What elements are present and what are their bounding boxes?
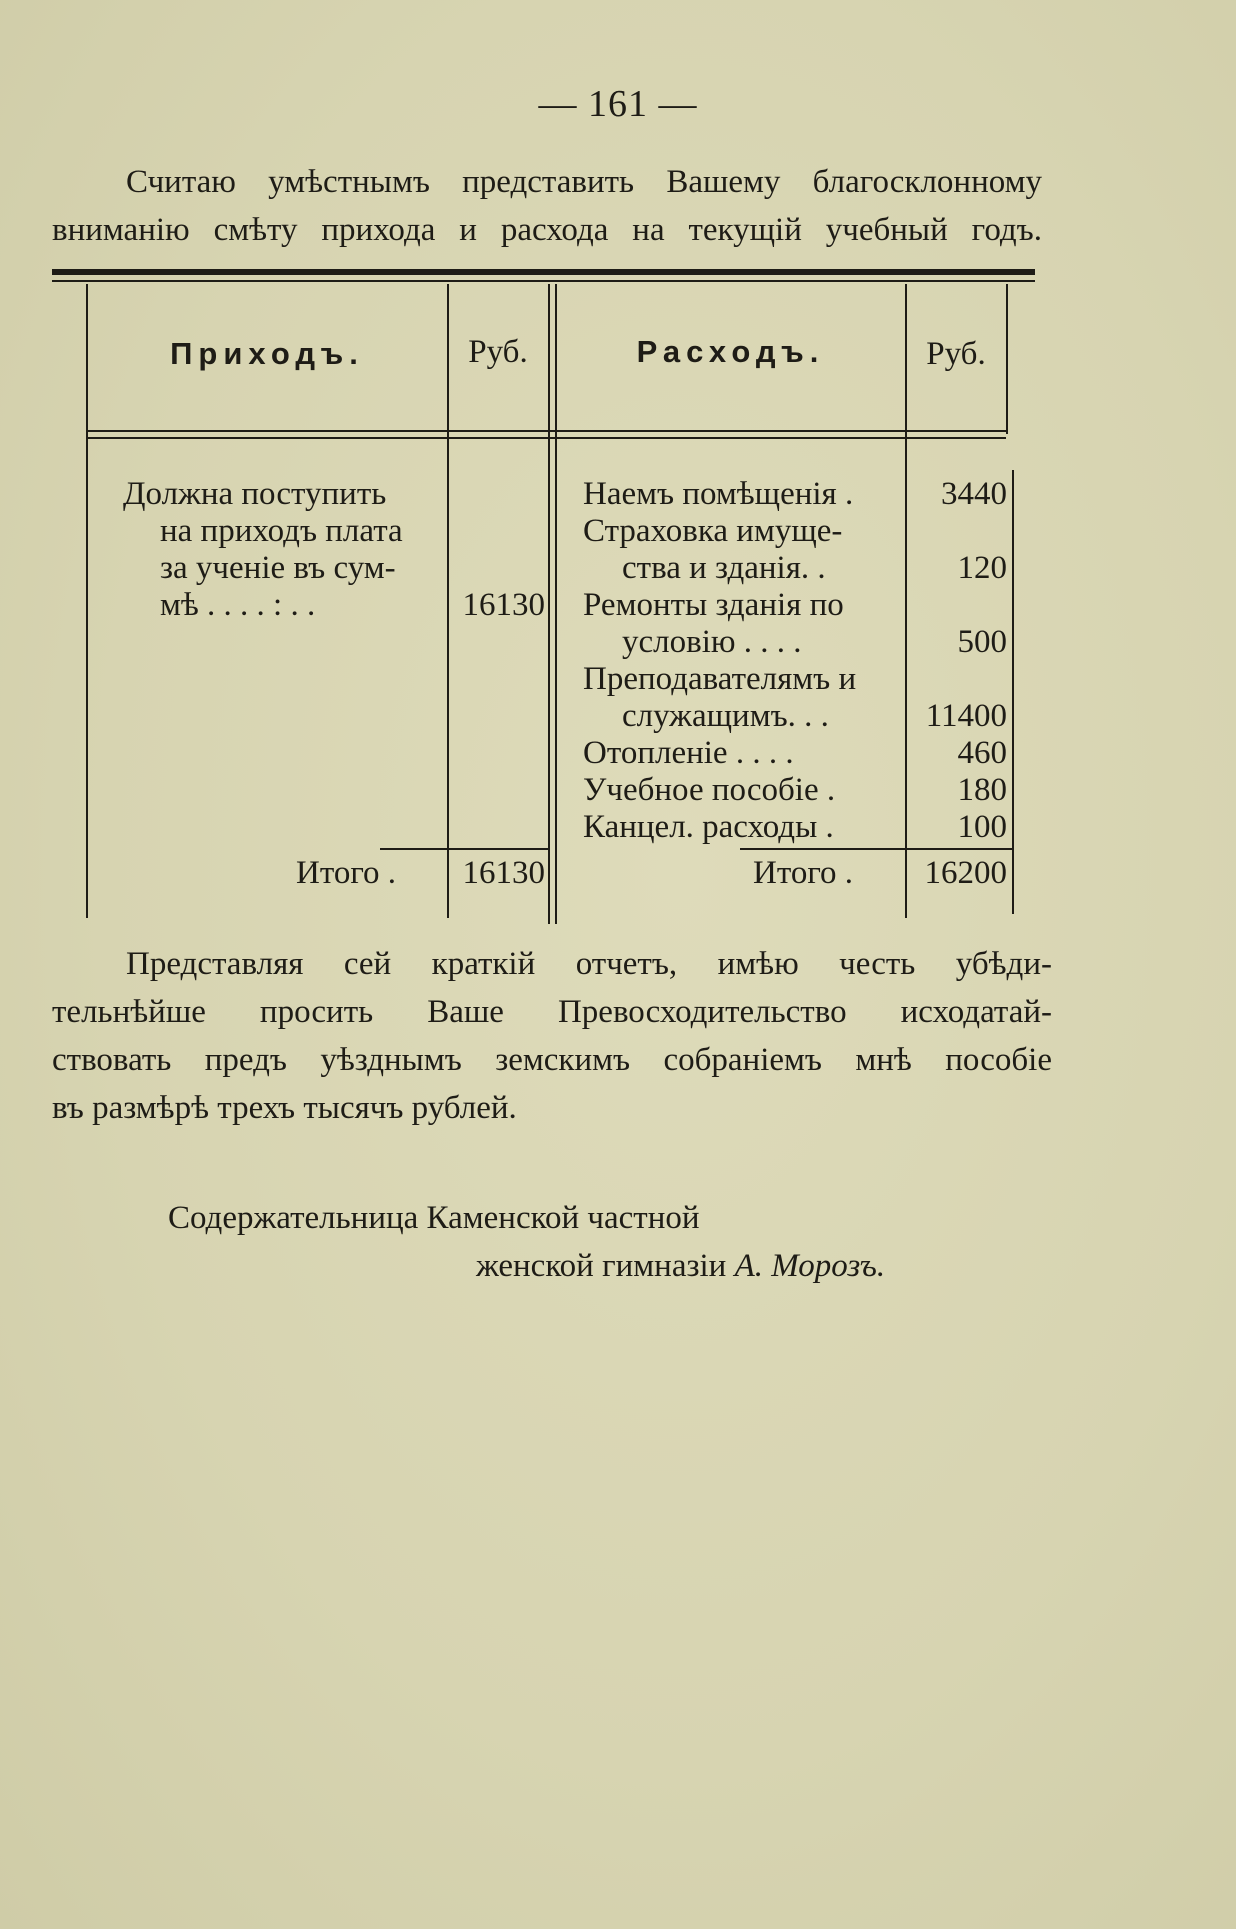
expense-insurance-line-1: Страховка имуще- — [583, 513, 843, 549]
income-line-2: на приходъ плата — [160, 513, 403, 549]
expense-rent: Наемъ помѣщенія . — [583, 476, 854, 512]
intro-line-1: Считаю умѣстнымъ представить Вашему благосклонному — [126, 164, 1042, 200]
page-number: — 161 — — [538, 83, 698, 125]
expense-staff-line-1: Преподавателямъ и — [583, 661, 857, 697]
expense-office-amount: 100 — [957, 809, 1007, 845]
expense-total: 16200 — [924, 855, 1007, 891]
expense-rub-header: Руб. — [926, 336, 986, 372]
expense-teaching-aids-amount: 180 — [957, 772, 1007, 808]
expense-staff-line-2: служащимъ. . . — [622, 698, 829, 734]
table-top-thick-rule — [52, 269, 1035, 275]
intro-line-2: вниманію смѣту прихода и расхода на текущій учебный годъ. — [52, 212, 1042, 248]
income-total-rule — [380, 848, 550, 850]
table-left-border — [86, 284, 88, 918]
closing-line-2: тельнѣйше просить Ваше Превосходительство исходатай- — [52, 994, 1052, 1030]
income-total-label: Итого . — [296, 855, 397, 891]
closing-line-4: въ размѣрѣ трехъ тысячъ рублей. — [52, 1090, 517, 1126]
closing-line-1: Представляя сей краткій отчетъ, имѣю честь убѣди- — [126, 946, 1052, 982]
expense-insurance-amount: 120 — [957, 550, 1007, 586]
signature-line-1: Содержательница Каменской частной — [168, 1200, 700, 1236]
signature-line-2 — [476, 1248, 885, 1285]
income-header: Приходъ. — [170, 336, 364, 371]
income-line-4: мѣ . . . . : . . — [160, 587, 316, 623]
income-expense-divider-b — [555, 284, 557, 924]
income-total: 16130 — [462, 855, 545, 891]
table-right-border — [1006, 284, 1008, 434]
income-expense-divider-a — [548, 284, 550, 924]
closing-line-3: ствовать предъ уѣзднымъ земскимъ собраніемъ мнѣ пособіе — [52, 1042, 1052, 1078]
signature-title: женской гимназіи — [476, 1248, 727, 1284]
expense-teaching-aids: Учебное пособіе . — [583, 772, 836, 808]
expense-rent-amount: 3440 — [941, 476, 1007, 512]
expense-heating-amount: 460 — [957, 735, 1007, 771]
income-line-3: за ученіе въ сум- — [160, 550, 396, 586]
header-bottom-rule-2 — [88, 437, 1006, 439]
expense-total-label: Итого . — [753, 855, 854, 891]
expense-staff-amount: 11400 — [925, 698, 1007, 734]
expense-insurance-line-2: ства и зданія. . — [622, 550, 826, 586]
income-amount: 16130 — [462, 587, 545, 623]
income-rub-header: Руб. — [468, 334, 528, 370]
signature-name: А. Морозъ. — [734, 1248, 886, 1284]
header-bottom-rule-1 — [88, 430, 1006, 432]
expense-repairs-line-2: условію . . . . — [622, 624, 802, 660]
income-line-1: Должна поступить — [123, 476, 387, 512]
expense-repairs-line-1: Ремонты зданія по — [583, 587, 844, 623]
table-top-thin-rule — [52, 280, 1035, 282]
expense-office: Канцел. расходы . — [583, 809, 834, 845]
expense-repairs-amount: 500 — [957, 624, 1007, 660]
table-right-border-lower — [1012, 470, 1014, 914]
closing-paragraph — [52, 940, 1052, 1132]
expense-total-rule — [740, 848, 1012, 850]
expense-heating: Отопленіе . . . . — [583, 735, 794, 771]
intro-paragraph — [52, 158, 1042, 254]
expense-header: Расходъ. — [636, 334, 825, 369]
